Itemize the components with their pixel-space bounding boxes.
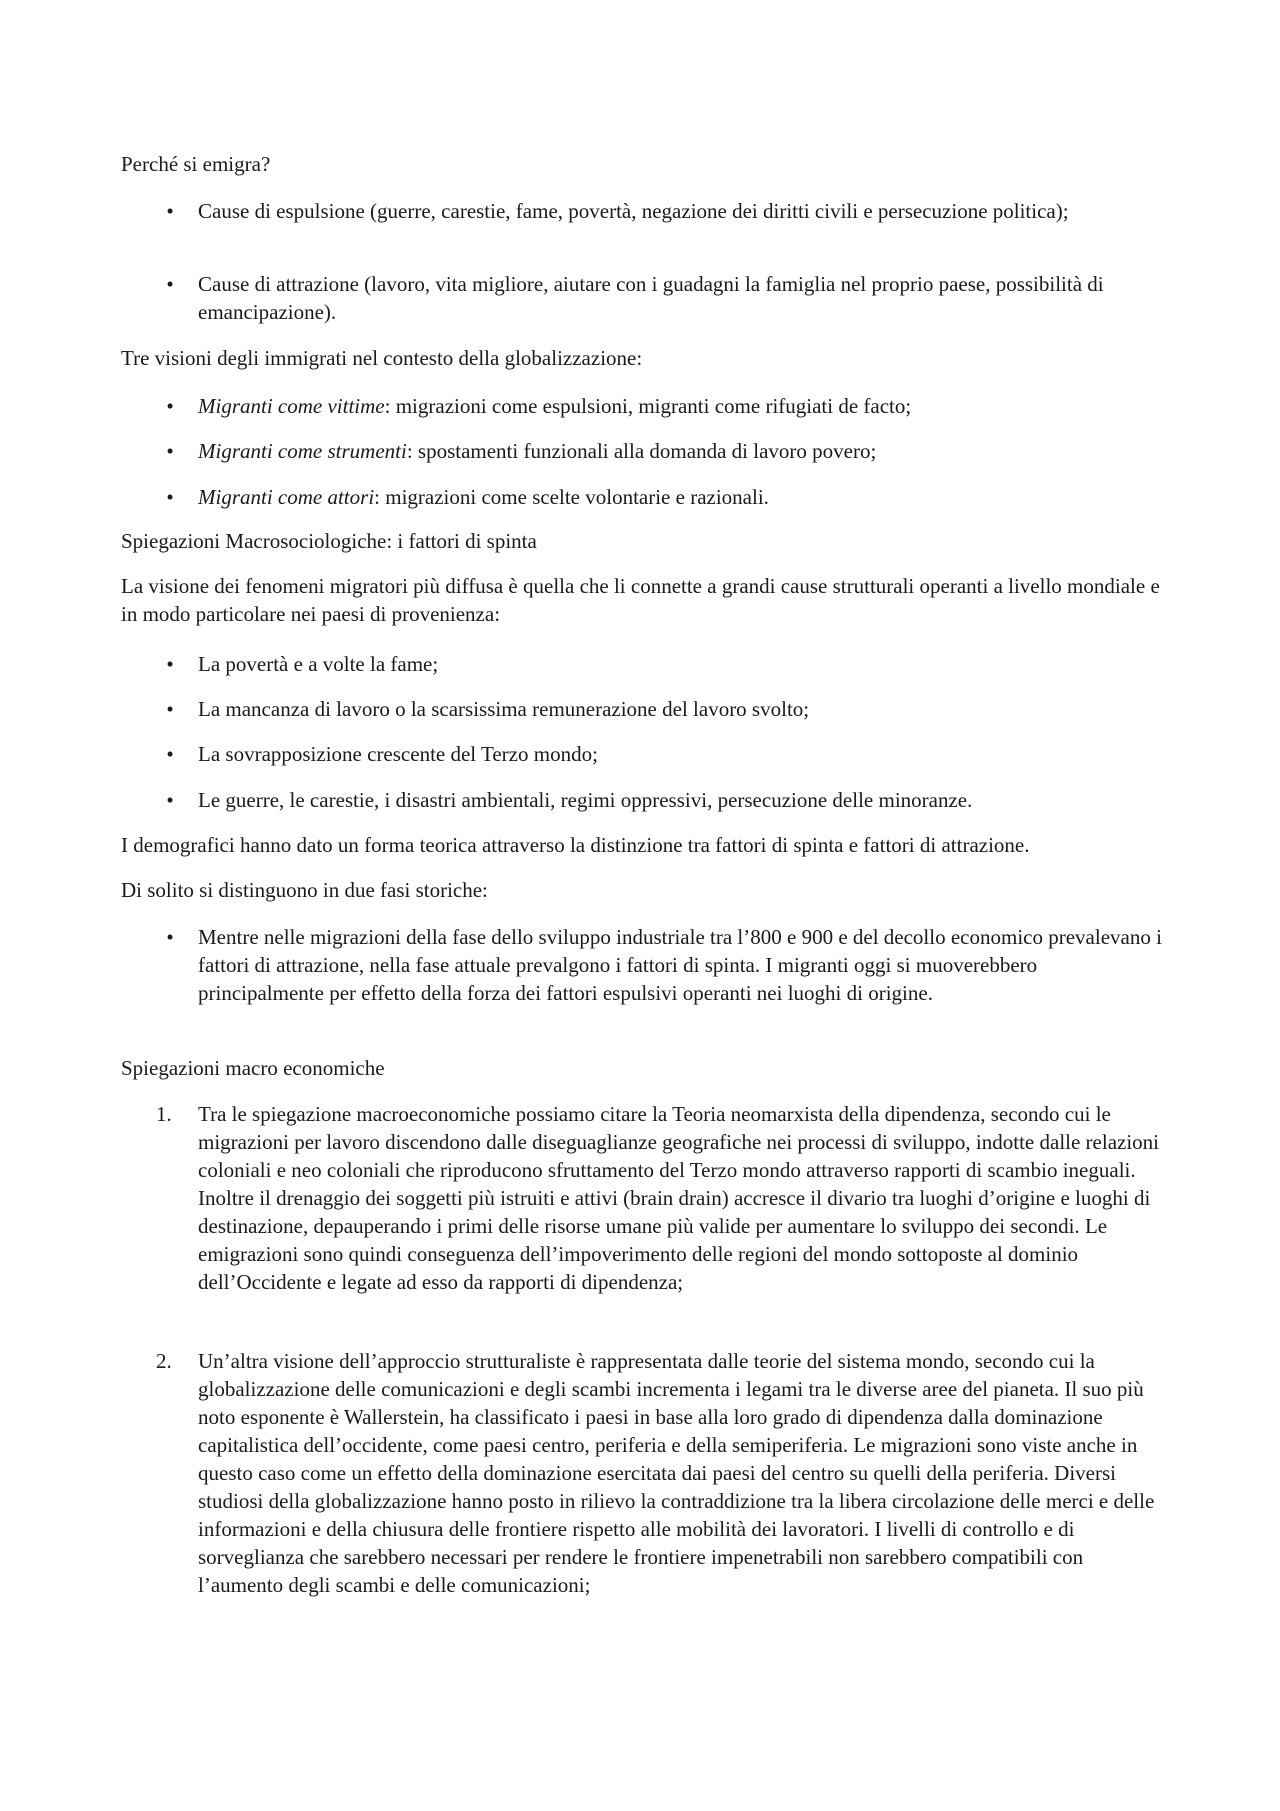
- paragraph-perche: Perché si emigra?: [121, 152, 271, 176]
- list-item-sovrapposizione: [166, 740, 1166, 768]
- list-item-text: Cause di attrazione (lavoro, vita migliore, aiutare con i guadagni la famiglia nel proprio paese, possibilità di emancipazione).: [198, 272, 1104, 324]
- list-item-text: : migrazioni come espulsioni, migranti come rifugiati de facto;: [384, 394, 912, 418]
- numbered-item-text: Un’altra visione dell’approccio strutturaliste è rappresentata dalle teorie del sistema mondo, secondo cui la globalizzazione delle comunicazioni e degli scambi incrementa i legami tra le diverse aree del pianeta. Il suo più noto esponente è Wallerstein, ha classificato i paesi in base alla loro grado di dipendenza dalla dominazione capitalistica dell’occidente, come paesi centro, periferia e della semiperiferia. Le migrazioni sono viste anche in questo caso come un effetto della dominazione esercitata dai paesi del centro su quelli della periferia. Diversi studiosi della globalizzazione hanno posto in rilievo la contraddizione tra la libera circolazione delle merci e delle informazioni e della chiusura delle frontiere rispetto alle mobilità dei lavoratori. I livelli di controllo e di sorveglianza che sarebbero necessari per rendere le frontiere impenetrabili non sarebbero compatibili con l’aumento degli scambi e delle comunicazioni;: [198, 1349, 1155, 1597]
- paragraph-visione-diffusa: La visione dei fenomeni migratori più diffusa è quella che li connette a grandi cause strutturali operanti a livello mondiale e in modo particolare nei paesi di provenienza:: [121, 574, 1160, 626]
- term-italic: Migranti come strumenti: [198, 439, 407, 463]
- bullet-marker: •: [166, 697, 174, 721]
- list-item-text: Mentre nelle migrazioni della fase dello sviluppo industriale tra l’800 e 900 e del decollo economico prevalevano i fattori di attrazione, nella fase attuale prevalgono i fattori di spinta. I migranti oggi si muoverebbero principalmente per effetto della forza dei fattori espulsivi operanti nei luoghi di origine.: [198, 925, 1162, 1005]
- numbered-item-2: [156, 1347, 1166, 1599]
- bullet-marker: •: [166, 925, 174, 949]
- list-item-text: La mancanza di lavoro o la scarsissima remunerazione del lavoro svolto;: [198, 697, 810, 721]
- bullet-marker: •: [166, 272, 174, 296]
- bullet-marker: •: [166, 788, 174, 812]
- list-item-attori: [166, 483, 1166, 511]
- list-item-cause-attrazione: [166, 270, 1166, 326]
- list-item-text: : spostamenti funzionali alla domanda di lavoro povero;: [406, 439, 877, 463]
- list-item-text: Le guerre, le carestie, i disastri ambientali, regimi oppressivi, persecuzione delle minoranze.: [198, 788, 973, 812]
- bullet-marker: •: [166, 199, 174, 223]
- heading-macrosociologiche: Spiegazioni Macrosociologiche: i fattori di spinta: [121, 529, 537, 553]
- number-marker: 2.: [156, 1349, 172, 1373]
- bullet-marker: •: [166, 439, 174, 463]
- paragraph-tre-visioni: Tre visioni degli immigrati nel contesto della globalizzazione:: [121, 346, 643, 370]
- list-item-text: : migrazioni come scelte volontarie e razionali.: [374, 485, 769, 509]
- list-item-cause-espulsione: [166, 197, 1166, 225]
- bullet-marker: •: [166, 394, 174, 418]
- term-italic: Migranti come vittime: [198, 394, 385, 418]
- list-item-vittime: [166, 392, 1166, 420]
- numbered-item-1: [156, 1100, 1166, 1296]
- paragraph-fasi-storiche: Di solito si distinguono in due fasi storiche:: [121, 878, 488, 902]
- paragraph-demografici: I demografici hanno dato un forma teorica attraverso la distinzione tra fattori di spinta e fattori di attrazione.: [121, 833, 1030, 857]
- heading-macro-economiche: Spiegazioni macro economiche: [121, 1056, 385, 1080]
- list-item-strumenti: [166, 437, 1166, 465]
- list-item-text: La sovrapposizione crescente del Terzo mondo;: [198, 742, 598, 766]
- numbered-item-text: Tra le spiegazione macroeconomiche possiamo citare la Teoria neomarxista della dipendenza, secondo cui le migrazioni per lavoro discendono dalle diseguaglianze geografiche nei processi di sviluppo, indotte dalle relazioni coloniali e neo coloniali che riproducono sfruttamento del Terzo mondo attraverso rapporti di scambio ineguali. Inoltre il drenaggio dei soggetti più istruiti e attivi (brain drain) accresce il divario tra luoghi d’origine e luoghi di destinazione, depauperando i primi delle risorse umane più valide per aumentare lo sviluppo dei secondi. Le emigrazioni sono quindi conseguenza dell’impoverimento delle regioni del mondo sottoposte al dominio dell’Occidente e legate ad esso da rapporti di dipendenza;: [198, 1102, 1160, 1294]
- term-italic: Migranti come attori: [198, 485, 375, 509]
- list-item-text: La povertà e a volte la fame;: [198, 652, 439, 676]
- list-item-fasi: [166, 923, 1166, 1007]
- list-item-poverta: [166, 650, 1166, 678]
- list-item-guerre: [166, 786, 1166, 814]
- number-marker: 1.: [156, 1102, 172, 1126]
- bullet-marker: •: [166, 652, 174, 676]
- bullet-marker: •: [166, 485, 174, 509]
- list-item-text: Cause di espulsione (guerre, carestie, fame, povertà, negazione dei diritti civili e persecuzione politica);: [198, 199, 1069, 223]
- bullet-marker: •: [166, 742, 174, 766]
- list-item-lavoro: [166, 695, 1166, 723]
